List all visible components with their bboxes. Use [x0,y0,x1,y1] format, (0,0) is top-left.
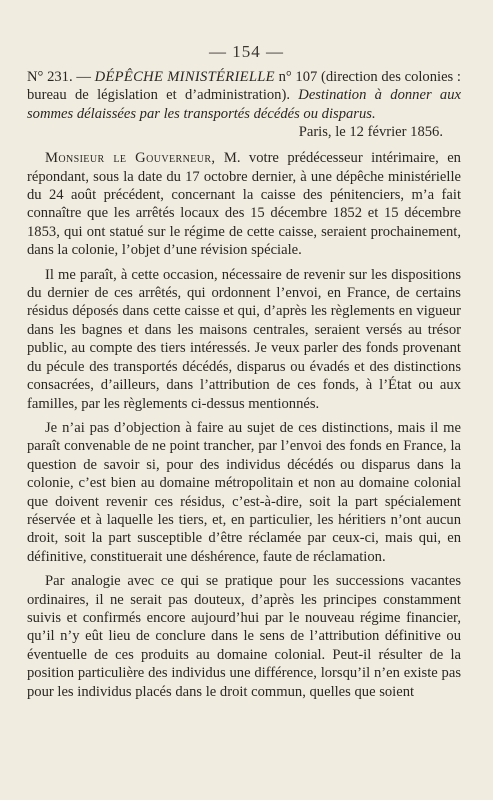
document-body [27,68,461,707]
paragraph-2: Il me paraît, à cette occasion, nécessaire de revenir sur les dispositions du dernier de ces arrêtés, qui ordonnent l’envoi, en France, de certains résidus déposés dans cette caisse et qui, d’après les règlements en vigueur dans les bagnes et dans les maisons centrales, seraient versés au trésor public, au compte des tiers intéressés. Je veux parler des fonds provenant du pécule des transportés décédés, disparus ou évadés et des distinctions consacrées, d’ailleurs, dans l’attribution de ces fonds, à l’État ou aux familles, par les règlements ci-dessus mentionnés. [27,266,461,412]
heading-dash: — [72,69,95,85]
page-number: — 154 — [209,42,284,61]
paragraph-1 [27,149,461,259]
place-date: Paris, le 12 février 1856. [298,124,443,141]
document-kind: DÉPÊCHE MINISTÉRIELLE [94,69,275,85]
document-reference: n° 107 (direction des colonies : bureau de législation et d’administration). [27,69,461,104]
paragraph-3: Je n’ai pas d’objection à faire au sujet de ces distinctions, mais il me paraît convenable de ne point trancher, par l’envoi des fonds en France, la question de savoir si, pour des individus décédés ou disparus dans la colonie, c’est bien au domaine métropolitain et non au domaine colonial que doivent revenir ces résidus, c’est-à-dire, soit la part spécialement réservée et à laquelle les tiers, et, en particulier, les héritiers n’ont aucun droit, soit la part susceptible d’être réclamée par ceux-ci, mais qui, en définitive, constituerait une déshérence, faute de réclamation. [27,419,461,565]
salutation: Monsieur le Gouverneur, [45,150,216,167]
paragraph-4: Par analogie avec ce qui se pratique pour les successions vacantes ordinaires, il ne serait pas douteux, d’après les principes constamment suivis et confirmés encore aujourd’hui par le nouveau régime financier, qu’il n’y eût lieu de conclure dans le sens de l’attribution définitive ou éventuelle de ces produits au domaine colonial. Peut-il résulter de la position particulière des individus une différence, lorsqu’il n’en existe pas pour les individus placés dans le droit commun, quelles que soient [27,573,461,700]
document-subject: Destination à donner aux sommes délaissées par les transportés décédés ou disparus. [27,87,461,122]
document-number: N° 231. [27,69,73,85]
document-heading [27,68,461,123]
paragraph-1-text: M. votre prédécesseur intérimaire, en répondant, sous la date du 17 octobre dernier, à une dépêche ministérielle du 24 août précédent, concernant la caisse des pénitenciers, m’a fait connaître que les arrêtés locaux des 15 décembre 1852 et 15 décembre 1853, qui ont statué sur le régime de cette caisse, seraient prochainement, dans la colonie, l’objet d’une révision spéciale. [27,150,461,259]
